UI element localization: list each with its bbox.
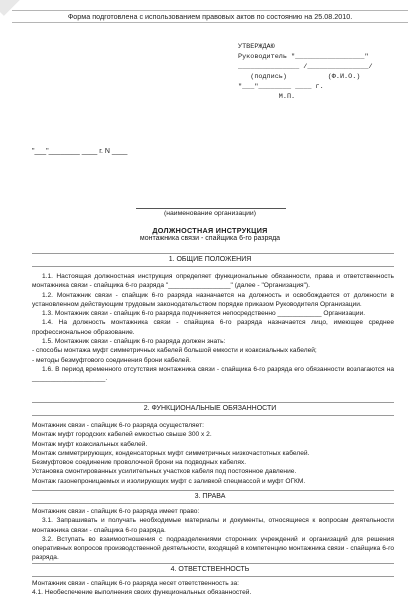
section-1-title: 1. ОБЩИЕ ПОЛОЖЕНИЯ	[168, 256, 252, 263]
list-item: Безмуфтовое соединение проволочной брони на подводных кабелях.	[32, 459, 247, 467]
section-divider	[32, 415, 394, 416]
section-divider	[32, 563, 394, 564]
list-item: Монтаж муфт городских кабелей емкостью свыше 300 х 2.	[32, 431, 212, 439]
list-item: 4.1. Необеспечение выполнения своих функциональных обязанностей.	[32, 588, 252, 596]
approval-heading: УТВЕРЖДАЮ	[238, 43, 275, 51]
section-divider	[32, 266, 394, 267]
section-2-title: 2. ФУНКЦИОНАЛЬНЫЕ ОБЯЗАННОСТИ	[143, 405, 277, 412]
list-item: Монтажник связи - спайщик 6-го разряда осуществляет:	[32, 422, 204, 429]
approval-signature-line: _______________ /_______________/	[238, 63, 373, 71]
section-2-body	[32, 421, 394, 486]
approval-signature-caption: (подпись) (Ф.И.О.)	[238, 73, 361, 81]
paragraph: 1.1. Настоящая должностная инструкция определяет функциональные обязанности, права и ответственность монтажника связи - спайщика 6-го разряда "_________________" (далее - "Организация").	[32, 273, 394, 290]
header-note: Форма подготовлена с использованием правовых актов по состоянию на 25.08.2010.	[67, 12, 353, 21]
section-divider	[32, 503, 394, 504]
header-top-rule	[12, 10, 408, 11]
section-4-body	[32, 580, 394, 597]
header-bottom-rule	[12, 22, 408, 23]
list-item: - методы безмуфтового соединения брони кабелей.	[32, 356, 191, 364]
list-item: Монтаж муфт коаксиальных кабелей.	[32, 440, 148, 448]
approval-block	[238, 42, 413, 102]
section-3-body	[32, 507, 394, 563]
paragraph: 3.1. Запрашивать и получать необходимые материалы и документы, относящиеся к вопросам деятельности монтажника связи - спайщика 6-го разряда.	[32, 517, 394, 534]
paragraph: 1.4. На должность монтажника связи - спайщика 6-го разряда назначается лицо, имеющее среднее профессиональное образование.	[32, 319, 394, 336]
section-divider	[32, 402, 394, 403]
section-1-body	[32, 272, 394, 384]
paragraph: 1.2. Монтажник связи - спайщик 6-го разряда назначается на должность и освобождается от должности в установленном действующим трудовым законодательством порядке приказом Руководителя Организации.	[32, 291, 394, 308]
section-divider	[32, 253, 394, 254]
doc-title: ДОЛЖНОСТНАЯ ИНСТРУКЦИЯ	[152, 226, 268, 235]
org-name-line	[136, 208, 286, 209]
section-4-title: 4. ОТВЕТСТВЕННОСТЬ	[170, 566, 250, 573]
section-divider	[32, 490, 394, 491]
list-item: Монтаж симметрирующих, конденсаторных муфт симметричных низкочастотных кабелей.	[32, 449, 310, 457]
approval-head-line: Руководитель "_________________"	[238, 53, 369, 61]
approval-stamp-label: М.П.	[238, 93, 296, 101]
paragraph: 3.2. Вступать во взаимоотношения с подразделениями сторонних учреждений и организаций для решения оперативных вопросов производственной деятельности, входящей в компетенцию монтажника связи - спайщика 6-го разряда.	[32, 535, 394, 562]
doc-subtitle: монтажника связи - спайщика 6-го разряда	[139, 235, 281, 242]
paragraph: Монтажник связи - спайщик 6-го разряда имеет право:	[32, 508, 200, 515]
org-name-label: (наименование организации)	[164, 210, 256, 217]
list-item: - способы монтажа муфт симметричных кабелей большой емкости и коаксиальных кабелей;	[32, 347, 317, 355]
list-item: Монтаж газонепроницаемых и изолирующих муфт с заливкой спецмассой и муфт ОГКМ.	[32, 477, 306, 485]
date-number-line: "___"________ ____ г. N ____	[32, 148, 128, 155]
list-item: Установка смонтированных усилительных участков кабеля под постоянное давление.	[32, 468, 297, 476]
list-item: Монтажник связи - спайщик 6-го разряда несет ответственность за:	[32, 580, 240, 587]
paragraph: 1.5. Монтажник связи - спайщик 6-го разряда должен знать:	[42, 338, 226, 346]
approval-date-line: "___"________ ____ г.	[238, 83, 324, 91]
section-divider	[32, 576, 394, 577]
section-3-title: 3. ПРАВА	[194, 493, 226, 500]
paragraph: 1.6. В период временного отсутствия монтажника связи - спайщика 6-го разряда его обязанности возлагаются на ____________________.	[32, 365, 394, 383]
paragraph: 1.3. Монтажник связи - спайщик 6-го разряда подчиняется непосредственно ____________ Организации.	[42, 310, 366, 318]
